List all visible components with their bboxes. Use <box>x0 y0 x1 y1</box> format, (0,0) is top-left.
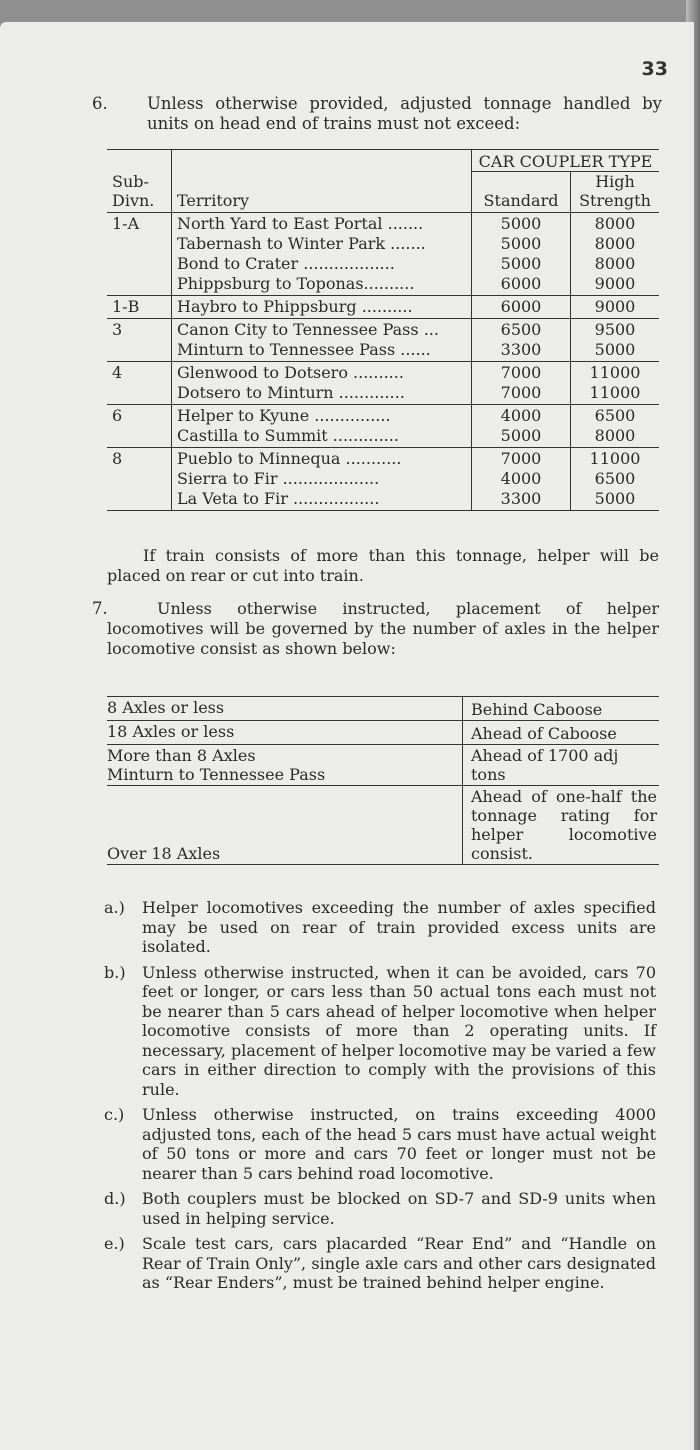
section-7 <box>92 599 659 659</box>
territory-line: Castilla to Summit ............. <box>177 426 399 445</box>
axles-line: 8 Axles or less <box>107 698 225 717</box>
high-strength-value: 6500 <box>594 406 636 425</box>
territory-line: Sierra to Fir ................... <box>177 469 380 488</box>
rule-item <box>104 1234 656 1293</box>
territory-cell <box>172 362 472 405</box>
territory-line: North Yard to East Portal ....... <box>177 214 424 233</box>
territory-line: Phippsburg to Toponas.......... <box>177 274 415 293</box>
standard-value: 4000 <box>500 406 542 425</box>
section-6-number: 6. <box>92 94 108 113</box>
helper-placement-table <box>107 696 659 865</box>
high-strength-cell <box>571 448 660 511</box>
document-page <box>0 22 694 1450</box>
high-strength-value: 9500 <box>594 320 636 339</box>
tonnage-row <box>107 362 659 405</box>
territory-cell <box>172 448 472 511</box>
territory-line: Haybro to Phippsburg .......... <box>177 297 413 316</box>
tonnage-table <box>107 149 659 511</box>
standard-value: 7000 <box>500 383 542 402</box>
standard-cell <box>472 296 571 319</box>
rule-item <box>104 1189 656 1228</box>
axles-line: 18 Axles or less <box>107 722 235 741</box>
header-high-strength: High Strength <box>579 172 651 210</box>
section-6-footnote <box>107 546 659 586</box>
territory-cell <box>172 319 472 362</box>
header-subdivision: Sub-Divn. <box>107 150 172 213</box>
page-number: 33 <box>641 58 668 80</box>
standard-value: 5000 <box>500 426 542 445</box>
tonnage-row <box>107 448 659 511</box>
header-coupler-type: CAR COUPLER TYPE <box>472 150 660 172</box>
high-strength-value: 11000 <box>589 383 641 402</box>
section-6 <box>92 94 662 134</box>
tonnage-row <box>107 319 659 362</box>
rule-text: Unless otherwise instructed, when it can be avoided, cars 70 feet or longer, or cars less than 50 actual tons each must not be nearer than 5 cars ahead of helper locomotive when helper locomotive consists of more than 2 operating units. If necessary, placement of helper locomotive may be varied a few cars in either direction to comply with the provisions of this rule. <box>142 962 656 1099</box>
high-strength-cell <box>571 362 660 405</box>
placement-cell: Behind Caboose <box>463 697 660 721</box>
header-standard: Standard <box>472 172 571 213</box>
high-strength-cell <box>571 213 660 296</box>
high-strength-value: 5000 <box>594 340 636 359</box>
standard-value: 5000 <box>500 254 542 273</box>
high-strength-cell <box>571 405 660 448</box>
high-strength-value: 8000 <box>594 214 636 233</box>
standard-cell <box>472 362 571 405</box>
standard-value: 5000 <box>500 234 542 253</box>
standard-value: 7000 <box>500 363 542 382</box>
placement-row <box>107 697 659 721</box>
placement-row <box>107 721 659 745</box>
footnote-text: If train consists of more than this tonnage, helper will be placed on rear or cut into train. <box>107 546 659 585</box>
standard-cell <box>472 448 571 511</box>
territory-line: Pueblo to Minnequa ........... <box>177 449 402 468</box>
subdivision-cell: 1-B <box>107 296 172 319</box>
rule-item <box>104 963 656 1100</box>
rule-text: Helper locomotives exceeding the number of axles specified may be used on rear of train provided excess units are isolated. <box>142 898 656 956</box>
tonnage-row <box>107 213 659 296</box>
axles-line: Over 18 Axles <box>107 844 221 863</box>
territory-line: Tabernash to Winter Park ....... <box>177 234 426 253</box>
tonnage-row <box>107 405 659 448</box>
subdivision-cell: 1-A <box>107 213 172 296</box>
high-strength-value: 9000 <box>594 274 636 293</box>
territory-line: La Veta to Fir ................. <box>177 489 380 508</box>
high-strength-value: 9000 <box>594 297 636 316</box>
territory-cell <box>172 213 472 296</box>
placement-row <box>107 786 659 865</box>
placement-cell: Ahead of one-half the tonnage rating for helper locomotive consist. <box>463 786 660 865</box>
axles-cell <box>107 697 463 721</box>
high-strength-value: 11000 <box>589 363 641 382</box>
standard-value: 7000 <box>500 449 542 468</box>
high-strength-cell <box>571 319 660 362</box>
high-strength-value: 6500 <box>594 469 636 488</box>
placement-cell: Ahead of 1700 adj tons <box>463 745 660 786</box>
standard-value: 3300 <box>500 340 542 359</box>
subdivision-cell: 8 <box>107 448 172 511</box>
standard-value: 6500 <box>500 320 542 339</box>
tonnage-table-body <box>107 213 659 511</box>
standard-value: 5000 <box>500 214 542 233</box>
subdivision-cell: 4 <box>107 362 172 405</box>
rule-marker: d.) <box>104 1189 126 1208</box>
standard-cell <box>472 213 571 296</box>
subdivision-cell: 3 <box>107 319 172 362</box>
axles-line: Minturn to Tennessee Pass <box>107 765 326 784</box>
rule-marker: b.) <box>104 962 126 982</box>
standard-value: 3300 <box>500 489 542 508</box>
high-strength-value: 8000 <box>594 234 636 253</box>
subdivision-cell: 6 <box>107 405 172 448</box>
high-strength-value: 11000 <box>589 449 641 468</box>
standard-cell <box>472 405 571 448</box>
standard-value: 6000 <box>500 297 542 316</box>
axles-cell <box>107 745 463 786</box>
high-strength-value: 5000 <box>594 489 636 508</box>
territory-line: Glenwood to Dotsero .......... <box>177 363 404 382</box>
high-strength-value: 8000 <box>594 426 636 445</box>
rule-item <box>104 1105 656 1183</box>
rule-list <box>104 898 656 1299</box>
territory-line: Bond to Crater .................. <box>177 254 395 273</box>
placement-row <box>107 745 659 786</box>
rule-text: Both couplers must be blocked on SD-7 and SD-9 units when used in helping service. <box>142 1189 656 1228</box>
rule-item <box>104 898 656 957</box>
axles-cell <box>107 721 463 745</box>
section-7-number: 7. <box>92 599 108 618</box>
standard-cell <box>472 319 571 362</box>
territory-cell <box>172 296 472 319</box>
axles-line: More than 8 Axles <box>107 746 256 765</box>
section-6-text: Unless otherwise provided, adjusted tonnage handled by units on head end of trains must not exceed: <box>147 94 662 133</box>
territory-line: Canon City to Tennessee Pass ... <box>177 320 439 339</box>
territory-cell <box>172 405 472 448</box>
rule-marker: c.) <box>104 1105 125 1124</box>
high-strength-value: 8000 <box>594 254 636 273</box>
rule-text: Unless otherwise instructed, on trains exceeding 4000 adjusted tons, each of the head 5 cars must have actual weight of 50 tons or more and cars 70 feet or longer must not be nearer than 5 cars behind road locomotive. <box>142 1105 656 1183</box>
standard-value: 4000 <box>500 469 542 488</box>
tonnage-row <box>107 296 659 319</box>
territory-line: Minturn to Tennessee Pass ...... <box>177 340 431 359</box>
territory-line: Dotsero to Minturn ............. <box>177 383 405 402</box>
rule-marker: a.) <box>104 898 125 917</box>
axles-cell <box>107 786 463 865</box>
section-7-text: Unless otherwise instructed, placement of helper locomotives will be governed by the number of axles in the helper locomotive consist as shown below: <box>107 599 659 658</box>
header-territory: Territory <box>172 150 472 213</box>
placement-cell: Ahead of Caboose <box>463 721 660 745</box>
rule-marker: e.) <box>104 1234 125 1253</box>
rule-text: Scale test cars, cars placarded “Rear End” and “Handle on Rear of Train Only”, single axle cars and other cars designated as “Rear Enders”, must be trained behind helper engine. <box>142 1234 656 1292</box>
standard-value: 6000 <box>500 274 542 293</box>
helper-placement-body <box>107 697 659 865</box>
territory-line: Helper to Kyune ............... <box>177 406 391 425</box>
high-strength-cell <box>571 296 660 319</box>
